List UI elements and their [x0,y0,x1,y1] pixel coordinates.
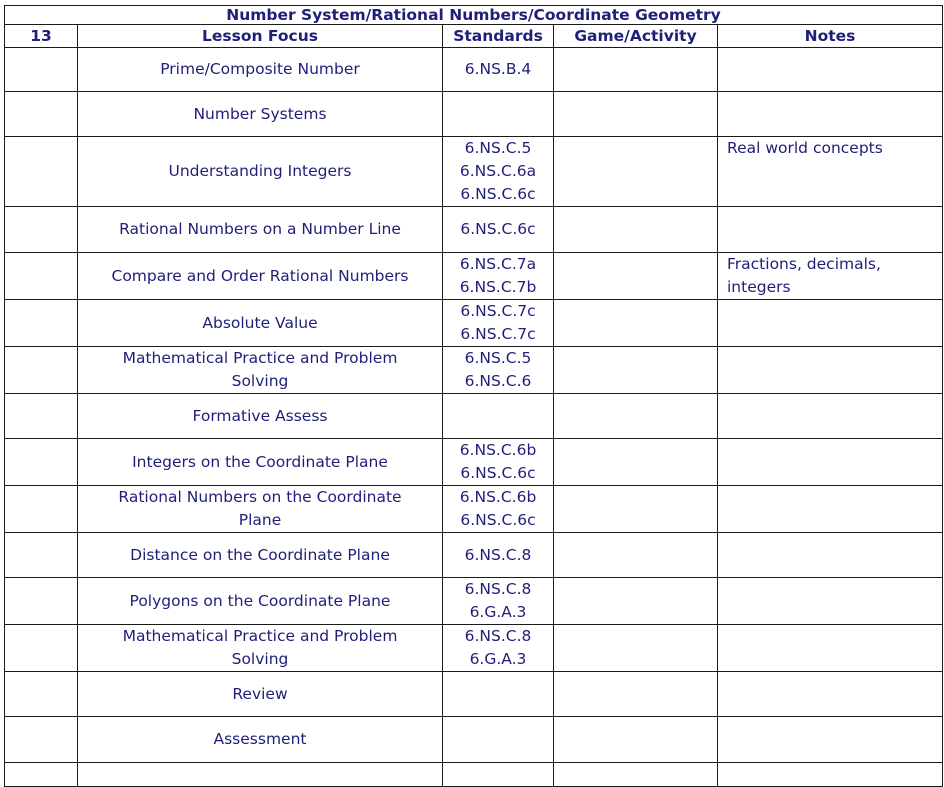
cell-lesson-focus-line: Solving [231,372,289,390]
cell-unit [5,394,78,439]
table-body [5,48,943,787]
cell-standards-line: 6.NS.C.6c [460,464,536,482]
table-row [5,394,943,439]
cell-lesson-focus [78,672,443,717]
cell-standards [443,717,554,763]
cell-standards [443,48,554,92]
cell-unit [5,533,78,578]
cell-game-activity [554,48,718,92]
cell-standards [443,92,554,137]
cell-standards [443,394,554,439]
cell-lesson-focus [78,394,443,439]
table-row [5,137,943,207]
cell-standards-line: 6.NS.C.6c [460,185,536,203]
cell-notes [718,137,943,207]
cell-notes [718,672,943,717]
table-row [5,347,943,394]
cell-lesson-focus [78,486,443,533]
table-row [5,578,943,625]
header-standards: Standards [443,25,554,48]
cell-game-activity [554,300,718,347]
cell-standards-line: 6.NS.C.6b [459,488,537,506]
cell-notes [718,394,943,439]
cell-lesson-focus [78,625,443,672]
table-row [5,486,943,533]
cell-notes-line: Fractions, decimals, [727,255,881,273]
cell-unit [5,763,78,787]
cell-notes-line: Real world concepts [727,139,883,157]
cell-standards-line: 6.NS.C.8 [464,545,532,564]
cell-game-activity [554,625,718,672]
cell-unit [5,347,78,394]
cell-notes [718,92,943,137]
cell-notes [718,763,943,787]
cell-unit [5,300,78,347]
cell-lesson-focus-line: Distance on the Coordinate Plane [130,545,390,564]
cell-standards [443,439,554,486]
table-header-row [5,25,943,48]
cell-unit [5,48,78,92]
cell-notes [718,439,943,486]
cell-lesson-focus-line: Plane [238,511,282,529]
table-row [5,300,943,347]
table-row [5,253,943,300]
cell-standards [443,207,554,253]
table-row [5,92,943,137]
cell-unit [5,578,78,625]
cell-notes [718,625,943,672]
cell-standards [443,578,554,625]
cell-game-activity [554,578,718,625]
cell-standards [443,486,554,533]
cell-standards-line: 6.G.A.3 [469,603,527,621]
cell-standards-line: 6.NS.C.8 [464,627,532,645]
cell-lesson-focus [78,439,443,486]
cell-lesson-focus [78,533,443,578]
cell-standards-line: 6.NS.C.5 [464,139,532,157]
cell-lesson-focus [78,300,443,347]
table-row [5,533,943,578]
header-lesson-focus: Lesson Focus [78,25,443,48]
cell-lesson-focus-line: Mathematical Practice and Problem [122,627,398,645]
cell-lesson-focus [78,347,443,394]
cell-standards-line: 6.NS.C.6b [459,441,537,459]
cell-standards-line: 6.NS.C.7c [460,325,536,343]
cell-game-activity [554,533,718,578]
cell-game-activity [554,137,718,207]
cell-standards [443,672,554,717]
cell-standards [443,533,554,578]
cell-unit [5,717,78,763]
cell-standards-line: 6.G.A.3 [469,650,527,668]
cell-lesson-focus-line: Assessment [213,730,307,748]
header-notes: Notes [718,25,943,48]
cell-standards-line: 6.NS.C.5 [464,349,532,367]
table-title-row [5,6,943,25]
table-row [5,207,943,253]
cell-game-activity [554,717,718,763]
cell-standards-line: 6.NS.C.7c [460,302,536,320]
cell-lesson-focus-line: Formative Assess [192,406,328,425]
cell-lesson-focus [78,763,443,787]
cell-lesson-focus-line: Solving [231,650,289,668]
cell-unit [5,672,78,717]
cell-game-activity [554,763,718,787]
cell-game-activity [554,347,718,394]
cell-game-activity [554,672,718,717]
table-row [5,763,943,787]
table-row [5,625,943,672]
cell-notes-line: integers [727,278,791,296]
cell-standards [443,347,554,394]
cell-unit [5,253,78,300]
cell-lesson-focus [78,253,443,300]
cell-lesson-focus-line: Mathematical Practice and Problem [122,349,398,367]
cell-notes [718,533,943,578]
cell-unit [5,486,78,533]
cell-standards-line: 6.NS.C.6a [459,162,537,180]
cell-lesson-focus-line: Understanding Integers [168,162,352,180]
cell-unit [5,207,78,253]
cell-standards-line: 6.NS.C.7a [459,255,537,273]
cell-lesson-focus [78,92,443,137]
cell-lesson-focus [78,207,443,253]
cell-lesson-focus [78,48,443,92]
cell-notes [718,300,943,347]
cell-game-activity [554,439,718,486]
cell-standards-line: 6.NS.C.8 [464,580,532,598]
lesson-plan-table [4,5,943,787]
cell-lesson-focus-line: Absolute Value [202,313,318,332]
lesson-plan-table-container [4,5,942,787]
cell-lesson-focus [78,578,443,625]
cell-notes [718,207,943,253]
table-row [5,439,943,486]
cell-standards-line: 6.NS.C.6c [460,220,536,238]
cell-lesson-focus-line: Rational Numbers on the Coordinate [118,488,402,506]
cell-lesson-focus [78,717,443,763]
table-row [5,717,943,763]
cell-unit [5,439,78,486]
cell-notes [718,717,943,763]
table-title: Number System/Rational Numbers/Coordinate Geometry [5,6,943,25]
header-game-activity: Game/Activity [554,25,718,48]
cell-unit [5,137,78,207]
cell-lesson-focus-line: Polygons on the Coordinate Plane [129,591,391,610]
cell-game-activity [554,253,718,300]
cell-standards-line: 6.NS.B.4 [464,60,532,78]
cell-notes [718,578,943,625]
cell-notes [718,253,943,300]
cell-standards-line: 6.NS.C.7b [459,278,537,296]
cell-unit [5,625,78,672]
cell-lesson-focus-line: Integers on the Coordinate Plane [132,452,388,471]
cell-game-activity [554,207,718,253]
cell-notes [718,48,943,92]
cell-standards-line: 6.NS.C.6c [460,511,536,529]
cell-standards [443,300,554,347]
cell-standards [443,137,554,207]
cell-standards-line: 6.NS.C.6 [464,372,532,390]
header-unit-number: 13 [5,25,78,48]
cell-game-activity [554,92,718,137]
table-row [5,48,943,92]
cell-standards [443,253,554,300]
cell-lesson-focus-line: Review [232,684,288,703]
cell-lesson-focus-line: Rational Numbers on a Number Line [119,220,401,238]
cell-unit [5,92,78,137]
cell-game-activity [554,394,718,439]
cell-standards [443,625,554,672]
cell-notes [718,486,943,533]
cell-notes [718,347,943,394]
cell-standards [443,763,554,787]
cell-game-activity [554,486,718,533]
cell-lesson-focus [78,137,443,207]
cell-lesson-focus-line: Compare and Order Rational Numbers [111,266,409,285]
cell-lesson-focus-line: Number Systems [193,104,327,123]
table-row [5,672,943,717]
cell-lesson-focus-line: Prime/Composite Number [160,60,360,78]
